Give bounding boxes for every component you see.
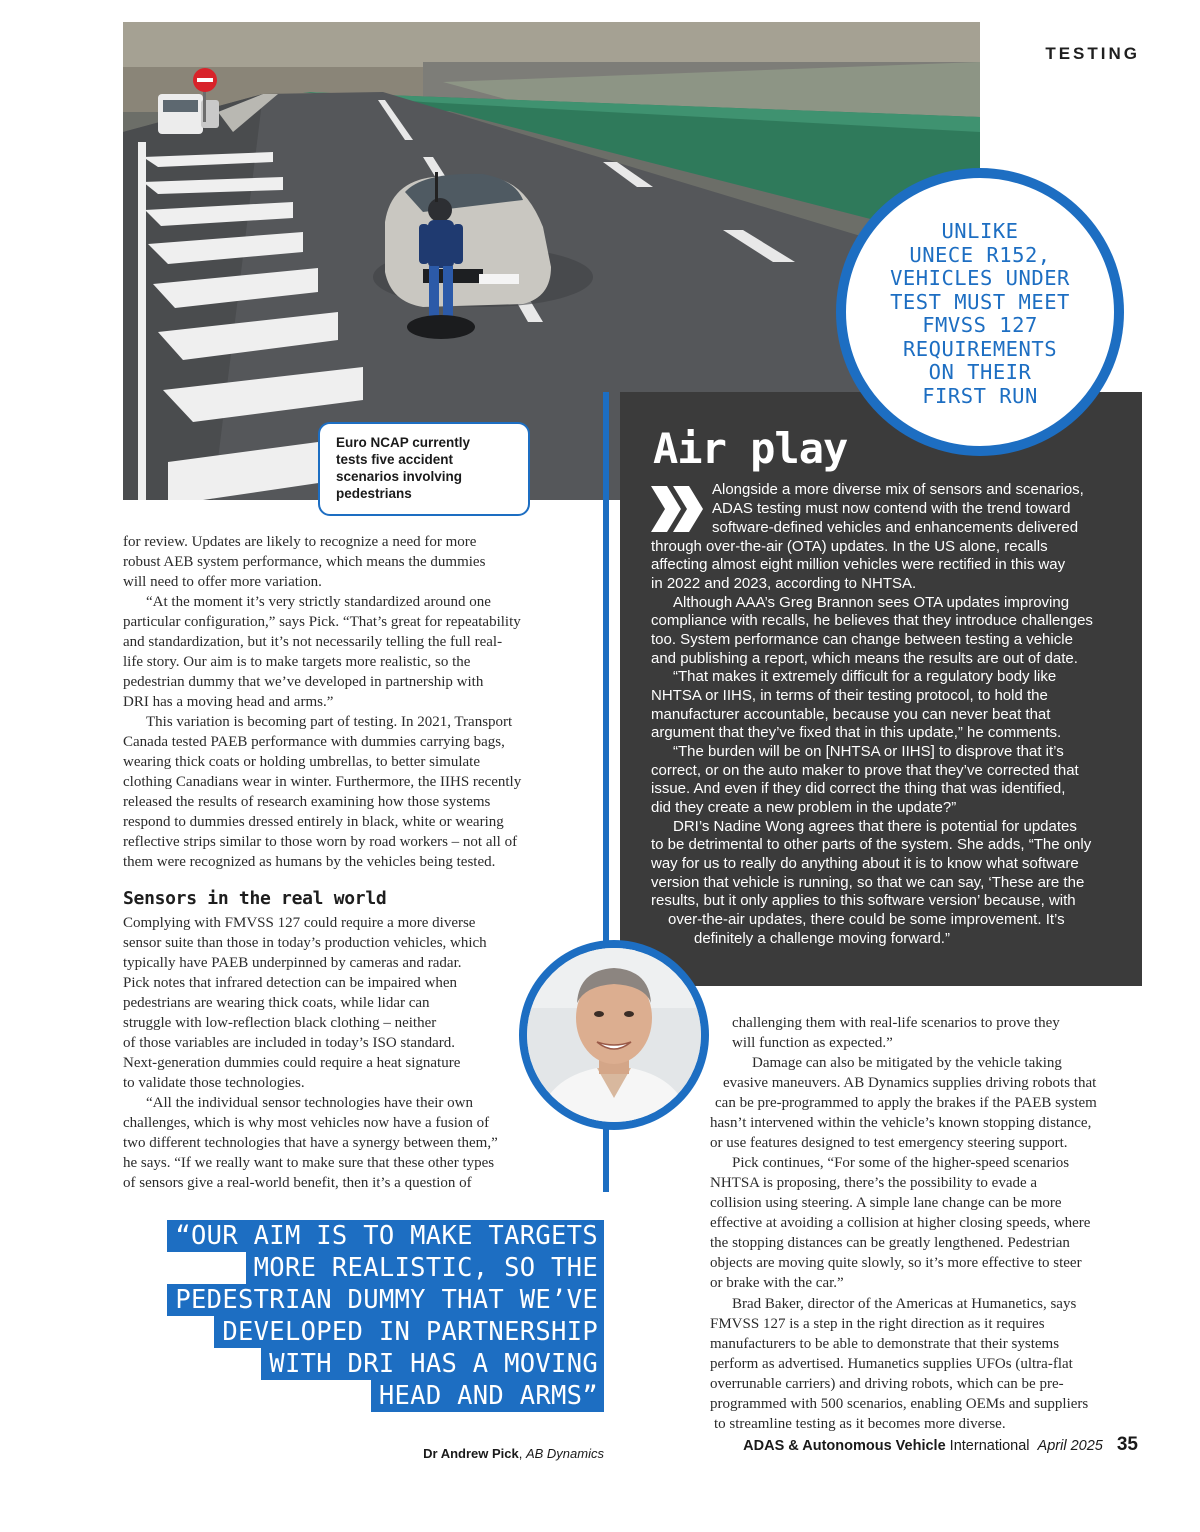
body-line: This variation is becoming part of testing. In 2021, Transport [146,714,513,730]
callout-line: REQUIREMENTS [902,336,1058,361]
sidebar-line: manufacturer accountable, because you can never beat that [651,706,1051,723]
portrait-photo [519,940,709,1130]
pull-quote-line: WITH DRI HAS A MOVING [261,1348,604,1380]
body-line: overrunable carriers) and driving robots, which can be pre- [710,1376,1064,1392]
callout-line: TEST MUST MEET [890,289,1070,314]
body-line: NHTSA is proposing, there’s the possibility to evade a [710,1175,1038,1191]
page-number: 35 [1116,1434,1138,1455]
body-line: of sensors give a real-world benefit, then it’s a question of [123,1175,472,1191]
sidebar-line: through over-the-air (OTA) updates. In the US alone, recalls [651,538,1048,555]
body-line: for review. Updates are likely to recognize a need for more [123,534,477,550]
body-line: Pick continues, “For some of the higher-speed scenarios [732,1155,1070,1171]
body-line: manufacturers to be able to demonstrate that their systems [710,1336,1060,1352]
sidebar-line: software-defined vehicles and enhancements delivered [712,519,1079,536]
body-line: or use features designed to test emergency steering support. [710,1135,1068,1151]
sidebar-line: Alongside a more diverse mix of sensors and scenarios, [712,481,1084,498]
attribution-separator: , [518,1446,526,1461]
body-line: pedestrians are wearing thick coats, while lidar can [123,995,430,1011]
body-line: perform as advertised. Humanetics supplies UFOs (ultra-flat [710,1356,1073,1372]
portrait-image [527,948,701,1122]
page-footer [743,1434,1138,1456]
sidebar-line: results, but it only applies to this software version’ because, with [651,892,1076,909]
publication-suffix: International [945,1438,1030,1454]
body-line: programmed with 500 scenarios, enabling OEMs and suppliers [710,1396,1089,1412]
callout-line: ON THEIR [928,360,1032,384]
sidebar-line: definitely a challenge moving forward.” [694,930,950,947]
body-line: robust AEB system performance, which means the dummies [123,554,486,570]
sidebar-line: NHTSA or IIHS, in terms of their testing protocol, to hold the [651,687,1048,704]
body-line: FMVSS 127 is a step in the right direction as it requires [710,1316,1045,1332]
pull-quote-line: HEAD AND ARMS” [371,1380,604,1412]
sidebar-line: too. System performance can change between testing a vehicle [651,631,1073,648]
sidebar-title: Air play [653,424,848,473]
callout-text [850,220,1110,408]
section-tag: TESTING [1045,44,1140,63]
callout-line: UNLIKE [941,219,1019,243]
body-line: typically have PAEB underpinned by cameras and radar. [123,955,462,971]
body-line: he says. “If we really want to make sure that these other types [123,1155,495,1171]
body-line: to validate those technologies. [123,1075,305,1091]
pull-quote-line: MORE REALISTIC, SO THE [246,1252,604,1284]
sidebar-line: “The burden will be on [NHTSA or IIHS] to disprove that it’s [673,743,1064,760]
body-line: and standardization, but it’s not necessarily telling the full real- [123,634,503,650]
caption-line: Euro NCAP currently [336,435,471,450]
body-line: life story. Our aim is to make targets more realistic, so the [123,654,471,670]
caption-line: scenarios involving [336,469,463,484]
body-line: Next-generation dummies could require a heat signature [123,1055,461,1071]
body-line: released the results of research examining how those systems [123,794,491,810]
body-line: them were recognized as humans by the vehicles being tested. [123,854,496,870]
body-line: sensor suite than those in today’s production vehicles, which [123,935,487,951]
callout-line: FIRST RUN [922,383,1038,408]
body-line: effective at avoiding a collision at higher closing speeds, where [710,1215,1091,1231]
sidebar-line: ADAS testing must now contend with the trend toward [712,500,1071,517]
circle-callout-inner [846,178,1114,446]
sidebar-line: in 2022 and 2023, according to NHTSA. [651,575,917,592]
issue-date: April 2025 [1037,1438,1103,1454]
body-line: hasn’t intervened within the vehicle’s known stopping distance, [710,1115,1092,1131]
body-line: clothing Canadians wear in winter. Furthermore, the IIHS recently [123,774,522,790]
attribution-name: Dr Andrew Pick [423,1446,519,1461]
photo-caption [318,422,530,516]
body-line: Damage can also be mitigated by the vehicle taking [752,1055,1062,1071]
body-line: respond to dummies dressed entirely in black, white or wearing [123,814,504,830]
sidebar-line: “That makes it extremely difficult for a regulatory body like [673,668,1057,685]
body-line: or brake with the car.” [710,1275,844,1291]
body-line: of those variables are included in today’s ISO standard. [123,1035,455,1051]
sidebar-line: affecting almost eight million vehicles were rectified in this way [651,556,1066,573]
pull-quote-line: “OUR AIM IS TO MAKE TARGETS [167,1220,604,1252]
body-line: challenges, which is why most vehicles now have a fusion of [123,1115,490,1131]
subhead: Sensors in the real world [123,888,387,909]
sidebar-line: over-the-air updates, there could be some improvement. It’s [668,911,1065,928]
body-line: will function as expected.” [732,1035,893,1051]
body-line: Canada tested PAEB performance with dummies carrying bags, [123,734,505,750]
chevron-right-icon [651,486,705,537]
body-line: particular configuration,” says Pick. “That’s great for repeatability [123,614,521,630]
body-line: struggle with low-reflection black clothing – neither [123,1015,437,1031]
body-line: “All the individual sensor technologies have their own [146,1095,474,1111]
pull-quote-attribution [423,1446,604,1461]
pull-quote-line: DEVELOPED IN PARTNERSHIP [214,1316,604,1348]
attribution-org: AB Dynamics [525,1446,604,1461]
sidebar-line: DRI’s Nadine Wong agrees that there is potential for updates [673,818,1077,835]
body-line: challenging them with real-life scenarios to prove they [732,1015,1060,1031]
sidebar-line: argument that they’ve fixed that in this update,” he comments. [651,724,1062,741]
callout-line: VEHICLES UNDER [890,266,1070,290]
sidebar-line: version that vehicle is running, so that we can say, ‘These are the [651,874,1085,891]
sidebar-line: way for us to really do anything about it is to know what software [651,855,1079,872]
body-line: “At the moment it’s very strictly standardized around one [146,594,491,610]
callout-line: UNECE R152, [909,242,1051,267]
sidebar-line: Although AAA’s Greg Brannon sees OTA updates improving [673,594,1070,611]
sidebar-line: issue. And even if they did correct the thing that was identified, [651,780,1066,797]
body-line: two different technologies that have a synergy between them,” [123,1135,498,1151]
callout-line: FMVSS 127 [922,313,1038,337]
caption-line: pedestrians [336,486,412,501]
sidebar-line: to be detrimental to other parts of the system. She adds, “The only [651,836,1092,853]
sidebar-line: did they create a new problem in the update?” [651,799,957,816]
body-line: can be pre-programmed to apply the brakes if the PAEB system [715,1095,1097,1111]
sidebar-line: correct, or on the auto maker to prove that they’ve corrected that [651,762,1079,779]
sidebar-line: and publishing a report, which means the results are out of date. [651,650,1078,667]
sidebar-line: compliance with recalls, he believes that they introduce challenges [651,612,1093,629]
publication-name: ADAS & Autonomous Vehicle [743,1438,946,1454]
body-line: to streamline testing as it becomes more diverse. [714,1416,1006,1432]
body-line: the stopping distances can be greatly lengthened. Pedestrian [710,1235,1070,1251]
body-line: objects are moving quite slowly, so it’s more effective to steer [710,1255,1082,1271]
caption-line: tests five accident [336,452,454,467]
body-line: Pick notes that infrared detection can be impaired when [123,975,458,991]
pull-quote-line: PEDESTRIAN DUMMY THAT WE’VE [167,1284,604,1316]
body-line: Brad Baker, director of the Americas at Humanetics, says [732,1296,1077,1312]
circle-callout [836,168,1124,456]
body-line: DRI has a moving head and arms.” [123,694,334,710]
body-line: pedestrian dummy that we’ve developed in partnership with [123,674,484,690]
body-line: wearing thick coats or holding umbrellas, to better simulate [123,754,480,770]
body-line: evasive maneuvers. AB Dynamics supplies driving robots that [723,1075,1097,1091]
body-line: will need to offer more variation. [123,574,322,590]
body-line: Complying with FMVSS 127 could require a more diverse [123,915,476,931]
body-line: collision using steering. A simple lane change can be more [710,1195,1062,1211]
body-line: reflective strips similar to those worn by road workers – not all of [123,834,518,850]
